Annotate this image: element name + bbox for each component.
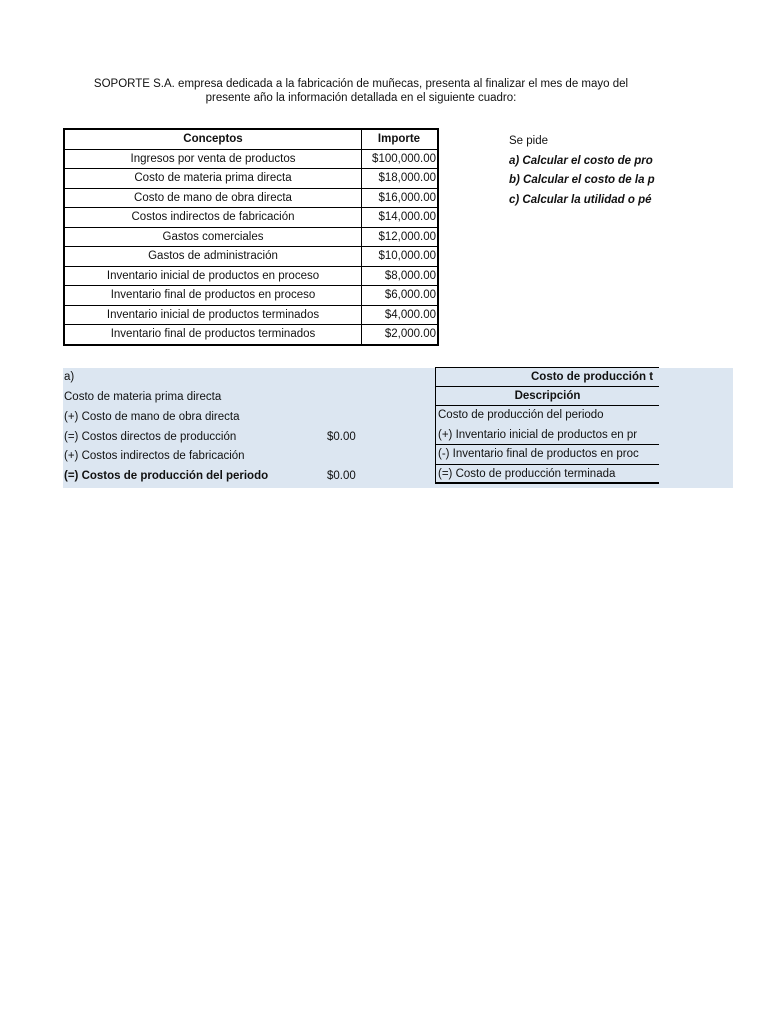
table-row <box>64 188 438 208</box>
section-a-row: Costo de materia prima directa <box>64 391 222 403</box>
amount-cell: $100,000.00 <box>362 149 439 169</box>
section-a-row: (=) Costos de producción del periodo <box>64 470 269 482</box>
concept-cell: Costo de mano de obra directa <box>64 188 362 208</box>
production-cost-title: Costo de producción t <box>435 367 659 387</box>
table-row <box>64 325 438 345</box>
table-row <box>64 305 438 325</box>
table-row <box>64 169 438 189</box>
table-row <box>64 149 438 169</box>
amount-cell: $16,000.00 <box>362 188 439 208</box>
concept-cell: Inventario inicial de productos en proceso <box>64 266 362 286</box>
amount-cell: $14,000.00 <box>362 208 439 228</box>
table-row <box>64 208 438 228</box>
table-row <box>64 247 438 267</box>
column-header-importe: Importe <box>362 129 439 149</box>
concept-cell: Inventario inicial de productos terminados <box>64 305 362 325</box>
requirement-b: b) Calcular el costo de la p <box>509 174 655 186</box>
amount-cell: $2,000.00 <box>362 325 439 345</box>
concept-cell: Inventario final de productos terminados <box>64 325 362 345</box>
requirements-title: Se pide <box>509 135 549 147</box>
section-a-row: (=) Costos directos de producción <box>64 431 237 443</box>
concept-cell: Gastos de administración <box>64 247 362 267</box>
intro-text <box>66 77 656 105</box>
requirement-c: c) Calcular la utilidad o pé <box>509 194 652 206</box>
amount-cell: $12,000.00 <box>362 227 439 247</box>
amount-cell: $10,000.00 <box>362 247 439 267</box>
table-row <box>64 227 438 247</box>
data-table <box>63 128 439 346</box>
table-header-row <box>64 129 438 149</box>
description-header: Descripción <box>435 387 659 407</box>
amount-cell: $6,000.00 <box>362 286 439 306</box>
table-row <box>64 286 438 306</box>
concept-cell: Ingresos por venta de productos <box>64 149 362 169</box>
concept-cell: Costo de materia prima directa <box>64 169 362 189</box>
production-cost-row: (-) Inventario final de productos en proc <box>435 445 659 465</box>
table-row <box>64 266 438 286</box>
concept-cell: Gastos comerciales <box>64 227 362 247</box>
section-a-amount: $0.00 <box>327 470 356 482</box>
requirement-a: a) Calcular el costo de pro <box>509 155 653 167</box>
section-a-amount: $0.00 <box>327 431 356 443</box>
section-a-row: (+) Costo de mano de obra directa <box>64 411 240 423</box>
production-cost-row: (=) Costo de producción terminada <box>435 465 659 485</box>
column-header-conceptos: Conceptos <box>64 129 362 149</box>
amount-cell: $8,000.00 <box>362 266 439 286</box>
section-a-row: (+) Costos indirectos de fabricación <box>64 450 245 462</box>
concept-cell: Inventario final de productos en proceso <box>64 286 362 306</box>
intro-line-2: presente año la información detallada en el siguiente cuadro: <box>205 92 517 104</box>
intro-line-1: SOPORTE S.A. empresa dedicada a la fabricación de muñecas, presenta al finalizar el mes de mayo del <box>93 78 629 90</box>
concept-cell: Costos indirectos de fabricación <box>64 208 362 228</box>
section-a-label: a) <box>64 371 75 383</box>
amount-cell: $18,000.00 <box>362 169 439 189</box>
amount-cell: $4,000.00 <box>362 305 439 325</box>
production-cost-table <box>435 367 659 484</box>
production-cost-row: (+) Inventario inicial de productos en pr <box>435 426 659 446</box>
production-cost-row: Costo de producción del periodo <box>435 406 659 426</box>
